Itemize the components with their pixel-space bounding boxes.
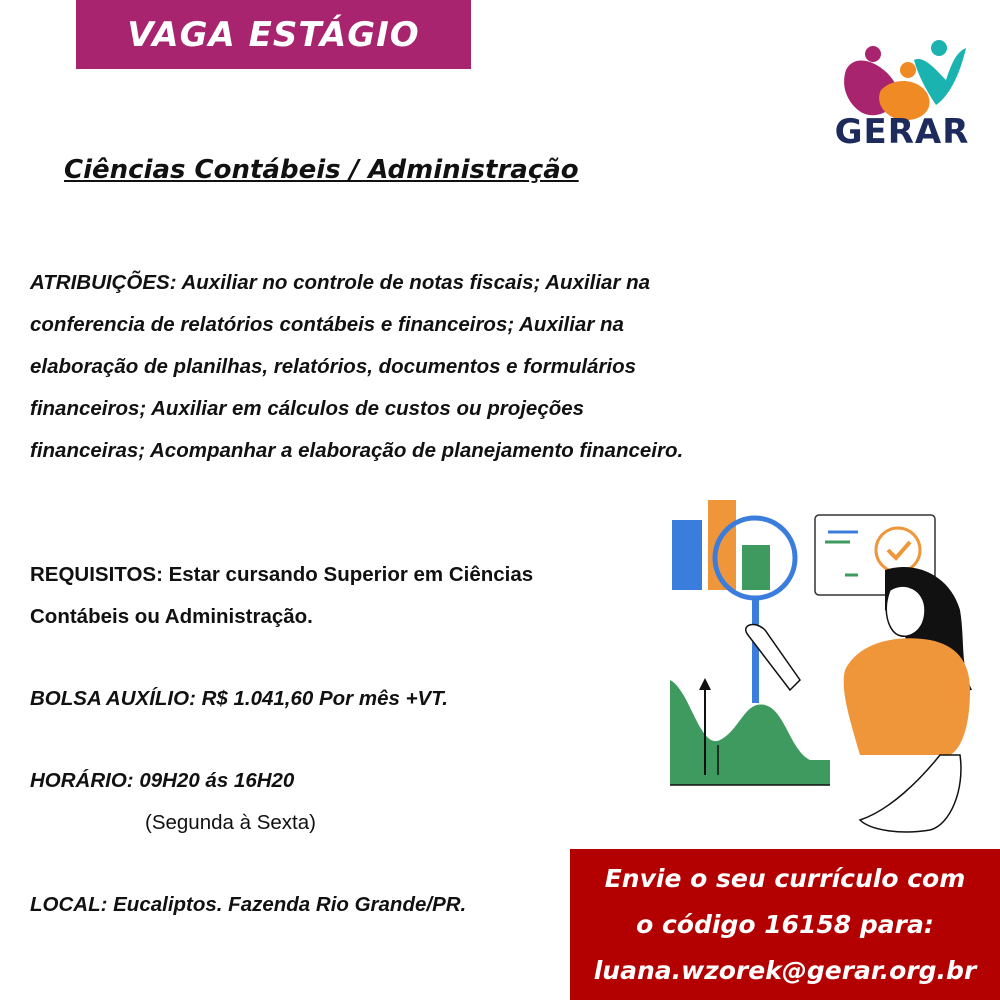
requisitos-text: Estar cursando Superior em Ciências Contábeis ou Administração. [30, 563, 534, 628]
cta-email[interactable]: luana.wzorek@gerar.org.br [593, 955, 977, 985]
cta-line2: o código 16158 para: [636, 909, 934, 939]
horario: HORÁRIO: 09H20 ás 16H20 [30, 769, 295, 792]
horario-dias: (Segunda à Sexta) [145, 811, 316, 834]
bolsa-auxilio: BOLSA AUXÍLIO: R$ 1.041,60 Por mês +VT. [30, 687, 448, 710]
course-subtitle: Ciências Contábeis / Administração [64, 155, 579, 185]
atribuicoes-label: ATRIBUIÇÕES: [30, 271, 177, 294]
local: LOCAL: Eucaliptos. Fazenda Rio Grande/PR. [30, 893, 467, 916]
vaga-banner [76, 0, 471, 69]
cta-box [570, 849, 1000, 1000]
atribuicoes-text: Auxiliar no controle de notas fiscais; Auxiliar na conferencia de relatórios contábeis e financeiros; Auxiliar na elaboração de planilhas, relatórios, documentos e formulários financeiros; Auxiliar em cálculos de custos ou projeções financeiras; Acompanhar a elaboração de planejamento financeiro. [30, 271, 684, 462]
analyst-illustration-icon [660, 490, 990, 835]
requisitos-section [30, 554, 630, 638]
logo-text: GERAR [834, 112, 970, 152]
requisitos-label: REQUISITOS: [30, 563, 163, 586]
banner-title: VAGA ESTÁGIO [127, 14, 420, 55]
atribuicoes-section [30, 262, 690, 472]
cta-line1: Envie o seu currículo com [604, 863, 966, 893]
